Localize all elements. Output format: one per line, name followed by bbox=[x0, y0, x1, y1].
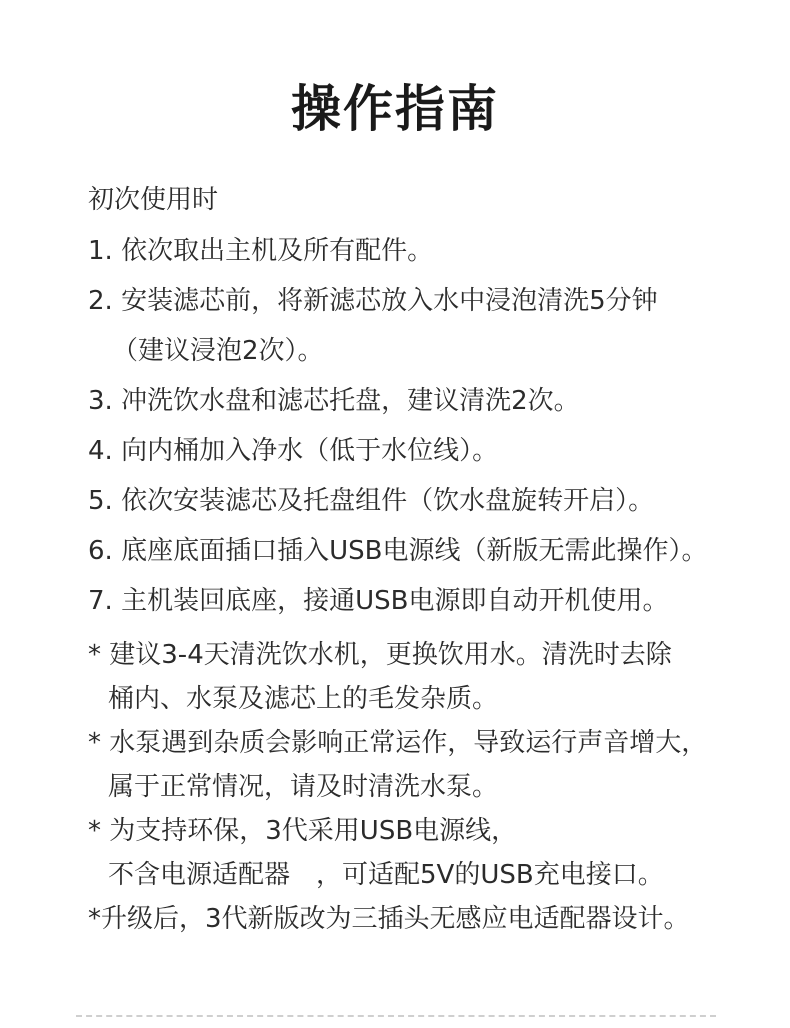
note-3: * 为支持环保，3代采用USB电源线， bbox=[88, 816, 518, 846]
step-7: 7. 主机装回底座，接通USB电源即自动开机使用。 bbox=[88, 586, 669, 616]
bottom-divider bbox=[76, 1015, 716, 1017]
step-4: 4. 向内桶加入净水（低于水位线）。 bbox=[88, 436, 499, 466]
step-2: 2. 安装滤芯前，将新滤芯放入水中浸泡清洗5分钟 bbox=[88, 286, 658, 316]
step-2-continued: （建议浸泡2次）。 bbox=[112, 336, 324, 366]
step-5: 5. 依次安装滤芯及托盘组件（饮水盘旋转开启）。 bbox=[88, 486, 655, 516]
page-title: 操作指南 bbox=[291, 80, 499, 138]
note-2: * 水泵遇到杂质会影响正常运作，导致运行声音增大， bbox=[88, 728, 708, 758]
note-1-continued: 桶内、水泵及滤芯上的毛发杂质。 bbox=[108, 684, 499, 714]
note-3-continued: 不含电源适配器 ，可适配5V的USB充电接口。 bbox=[108, 860, 664, 890]
note-4: *升级后，3代新版改为三插头无感应电适配器设计。 bbox=[88, 904, 690, 934]
step-1: 1. 依次取出主机及所有配件。 bbox=[88, 236, 434, 266]
section-heading: 初次使用时 bbox=[88, 185, 219, 215]
step-3: 3. 冲洗饮水盘和滤芯托盘，建议清洗2次。 bbox=[88, 386, 580, 416]
step-6: 6. 底座底面插口插入USB电源线（新版无需此操作）。 bbox=[88, 536, 708, 566]
note-2-continued: 属于正常情况，请及时清洗水泵。 bbox=[108, 772, 499, 802]
note-1: * 建议3-4天清洗饮水机，更换饮用水。清洗时去除 bbox=[88, 640, 672, 670]
